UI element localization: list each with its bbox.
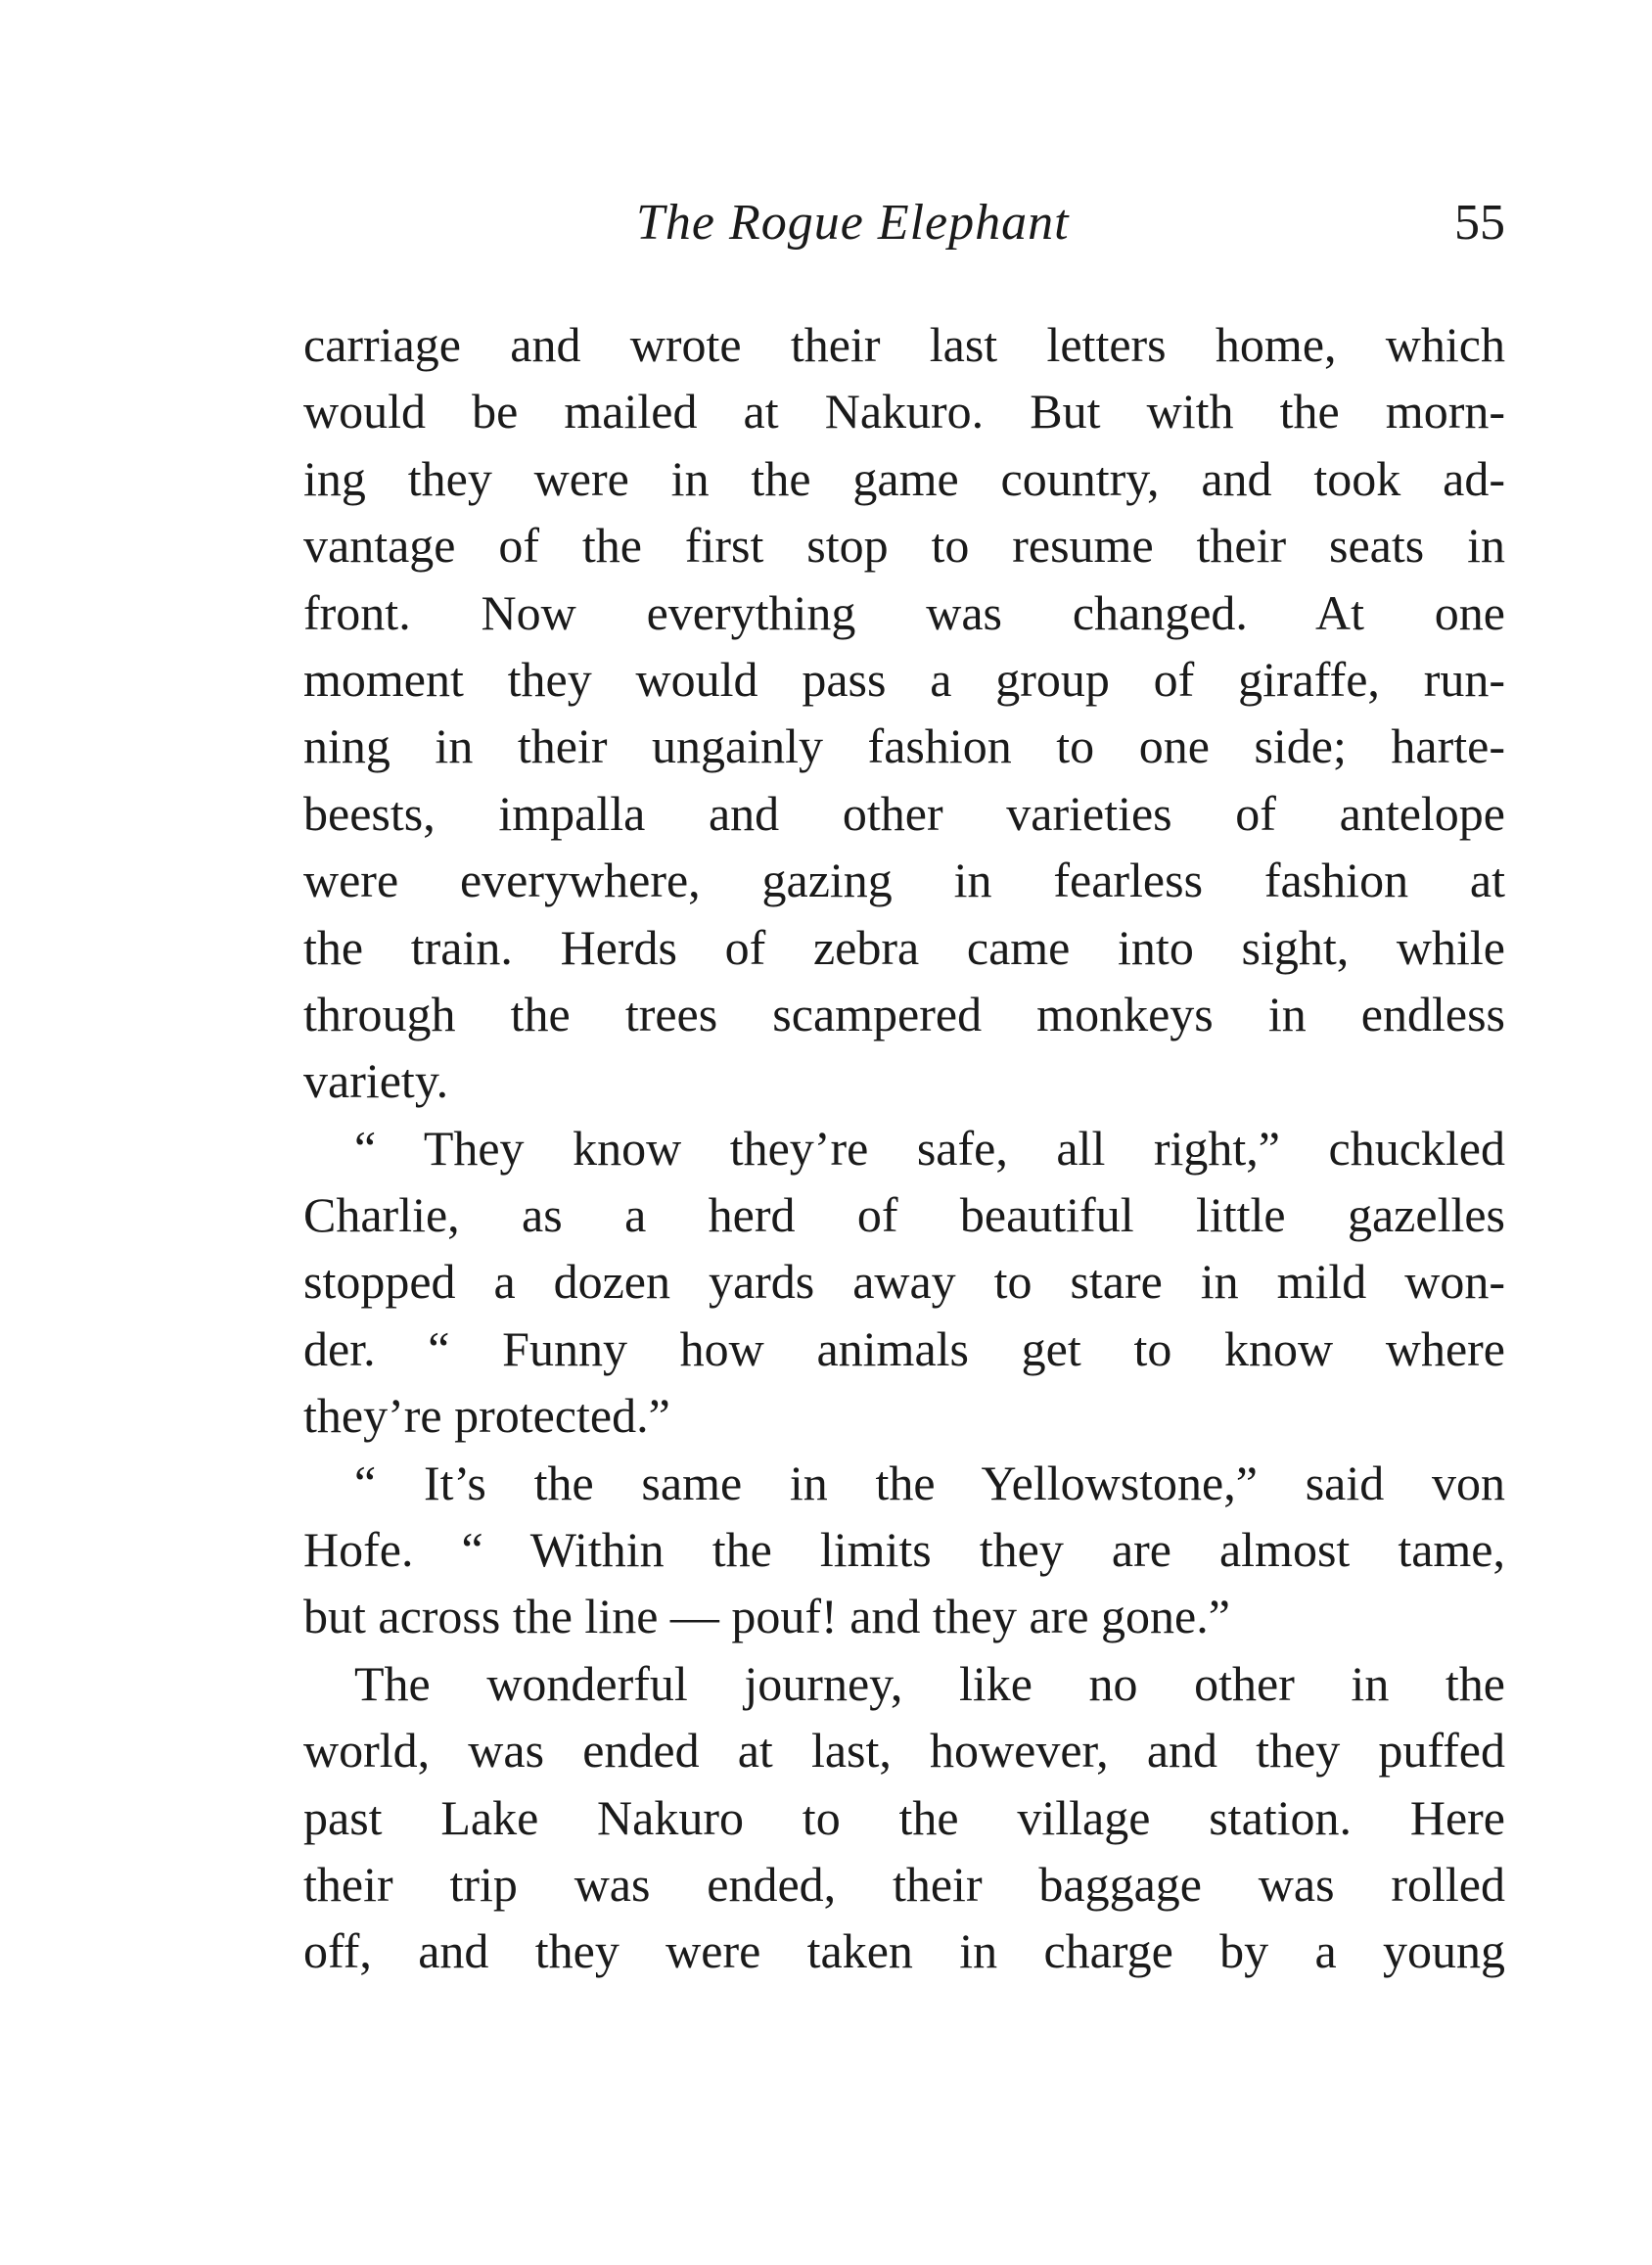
text-line: off, and they were taken in charge by a young <box>303 1923 1505 1979</box>
text-line: Charlie, as a herd of beautiful little gazelles <box>303 1187 1505 1243</box>
text-line: the train. Herds of zebra came into sight, while <box>303 919 1505 975</box>
text-line: The wonderful journey, like no other in the <box>354 1655 1505 1711</box>
text-line: der. “ Funny how animals get to know where <box>303 1320 1505 1376</box>
text-line: would be mailed at Nakuro. But with the morn- <box>303 384 1505 439</box>
text-line: through the trees scampered monkeys in endless <box>303 986 1505 1041</box>
text-line: front. Now everything was changed. At one <box>303 584 1505 640</box>
text-line: stopped a dozen yards away to stare in mild won- <box>303 1254 1505 1310</box>
text-line: ning in their ungainly fashion to one side; harte- <box>303 718 1505 774</box>
text-line: were everywhere, gazing in fearless fashion at <box>303 853 1505 908</box>
text-line: beests, impalla and other varieties of antelope <box>303 785 1505 841</box>
body-text <box>303 311 1505 1985</box>
text-line: ing they were in the game country, and took ad- <box>303 450 1505 506</box>
text-line: “ It’s the same in the Yellowstone,” said von <box>354 1455 1505 1510</box>
text-line: their trip was ended, their baggage was rolled <box>303 1856 1505 1912</box>
text-line: “ They know they’re safe, all right,” chuckled <box>354 1120 1505 1176</box>
text-line: they’re protected.” <box>303 1388 670 1444</box>
text-line: variety. <box>303 1053 449 1109</box>
text-line: moment they would pass a group of giraffe, run- <box>303 651 1505 707</box>
text-line: carriage and wrote their last letters home, which <box>303 317 1505 372</box>
text-line: past Lake Nakuro to the village station. Here <box>303 1789 1505 1845</box>
running-title: The Rogue Elephant <box>636 195 1070 251</box>
text-line: but across the line — pouf! and they are gone.” <box>303 1589 1230 1644</box>
text-line: world, was ended at last, however, and they puffed <box>303 1723 1505 1779</box>
running-head <box>303 194 1505 253</box>
text-line: Hofe. “ Within the limits they are almost tame, <box>303 1522 1505 1578</box>
page-number: 55 <box>1454 195 1505 251</box>
text-line: vantage of the first stop to resume their seats in <box>303 518 1505 574</box>
